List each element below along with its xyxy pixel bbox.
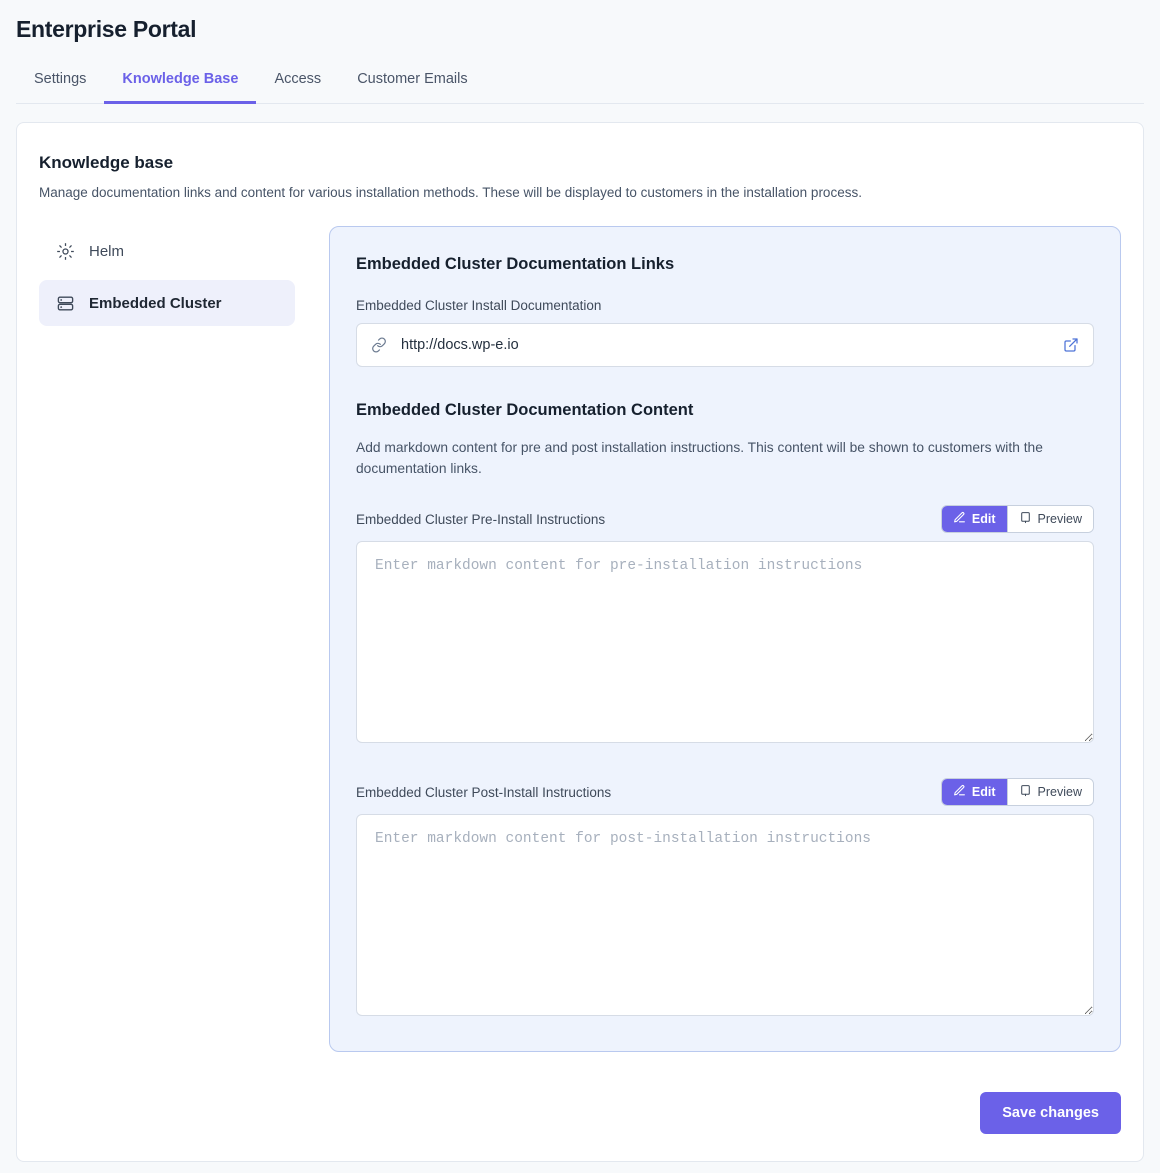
card-body: [39, 226, 1121, 1052]
card-footer: [39, 1092, 1121, 1134]
sidebar-item-embedded-cluster[interactable]: [39, 280, 295, 326]
page-title: Enterprise Portal: [16, 16, 197, 42]
tab-label: Settings: [34, 71, 87, 87]
card-subtitle: Manage documentation links and content for various installation methods. These will be displayed to customers in the installation process.: [39, 185, 862, 200]
knowledge-base-card: [16, 122, 1144, 1162]
tab-label: Knowledge Base: [122, 71, 239, 87]
post-install-edit-label: Edit: [971, 785, 996, 800]
card-title: Knowledge base: [39, 153, 174, 172]
edit-icon: [953, 511, 966, 527]
pre-install-preview-button[interactable]: [1008, 506, 1093, 532]
pre-install-edit-label: Edit: [971, 512, 996, 527]
pre-install-preview-label: Preview: [1037, 512, 1082, 527]
post-install-preview-label: Preview: [1037, 785, 1082, 800]
sidebar-item-label: Helm: [89, 242, 125, 260]
save-changes-button[interactable]: Save changes: [980, 1092, 1121, 1134]
documentation-links-heading: Embedded Cluster Documentation Links: [356, 255, 675, 273]
preview-icon: [1019, 511, 1032, 527]
method-list: [39, 226, 295, 332]
sidebar-item-helm[interactable]: [39, 228, 295, 274]
documentation-content-description: Add markdown content for pre and post installation instructions. This content will be shown to customers with the documentation links.: [356, 440, 1043, 476]
preview-icon: [1019, 784, 1032, 800]
pre-install-header: [356, 505, 1094, 533]
embedded-cluster-panel: [329, 226, 1121, 1052]
tab-knowledge-base[interactable]: [104, 61, 256, 104]
pre-install-edit-button[interactable]: [942, 506, 1007, 532]
tab-access[interactable]: [256, 61, 339, 104]
link-icon: [371, 337, 387, 353]
main-tabs: [16, 61, 1144, 104]
post-install-label: Embedded Cluster Post-Install Instructions: [356, 784, 612, 800]
post-install-mode-toggle: [941, 778, 1094, 806]
edit-icon: [953, 784, 966, 800]
server-stack-icon: [55, 293, 75, 313]
post-install-preview-button[interactable]: [1008, 779, 1093, 805]
pre-install-label: Embedded Cluster Pre-Install Instructions: [356, 511, 606, 527]
install-doc-label: Embedded Cluster Install Documentation: [356, 298, 602, 313]
install-doc-field[interactable]: [356, 323, 1094, 367]
post-install-header: [356, 778, 1094, 806]
tab-customer-emails[interactable]: [339, 61, 485, 104]
install-doc-input[interactable]: [399, 336, 1049, 354]
tab-label: Access: [274, 71, 322, 87]
tab-label: Customer Emails: [357, 71, 468, 87]
helm-icon: [55, 241, 75, 261]
post-install-textarea[interactable]: [356, 814, 1094, 1016]
post-install-edit-button[interactable]: [942, 779, 1007, 805]
open-external-link-icon[interactable]: [1061, 335, 1081, 355]
pre-install-textarea[interactable]: [356, 541, 1094, 743]
tab-settings[interactable]: [16, 61, 104, 104]
documentation-content-heading: Embedded Cluster Documentation Content: [356, 401, 694, 419]
sidebar-item-label: Embedded Cluster: [89, 294, 222, 312]
pre-install-mode-toggle: [941, 505, 1094, 533]
app-header: [0, 0, 1160, 104]
